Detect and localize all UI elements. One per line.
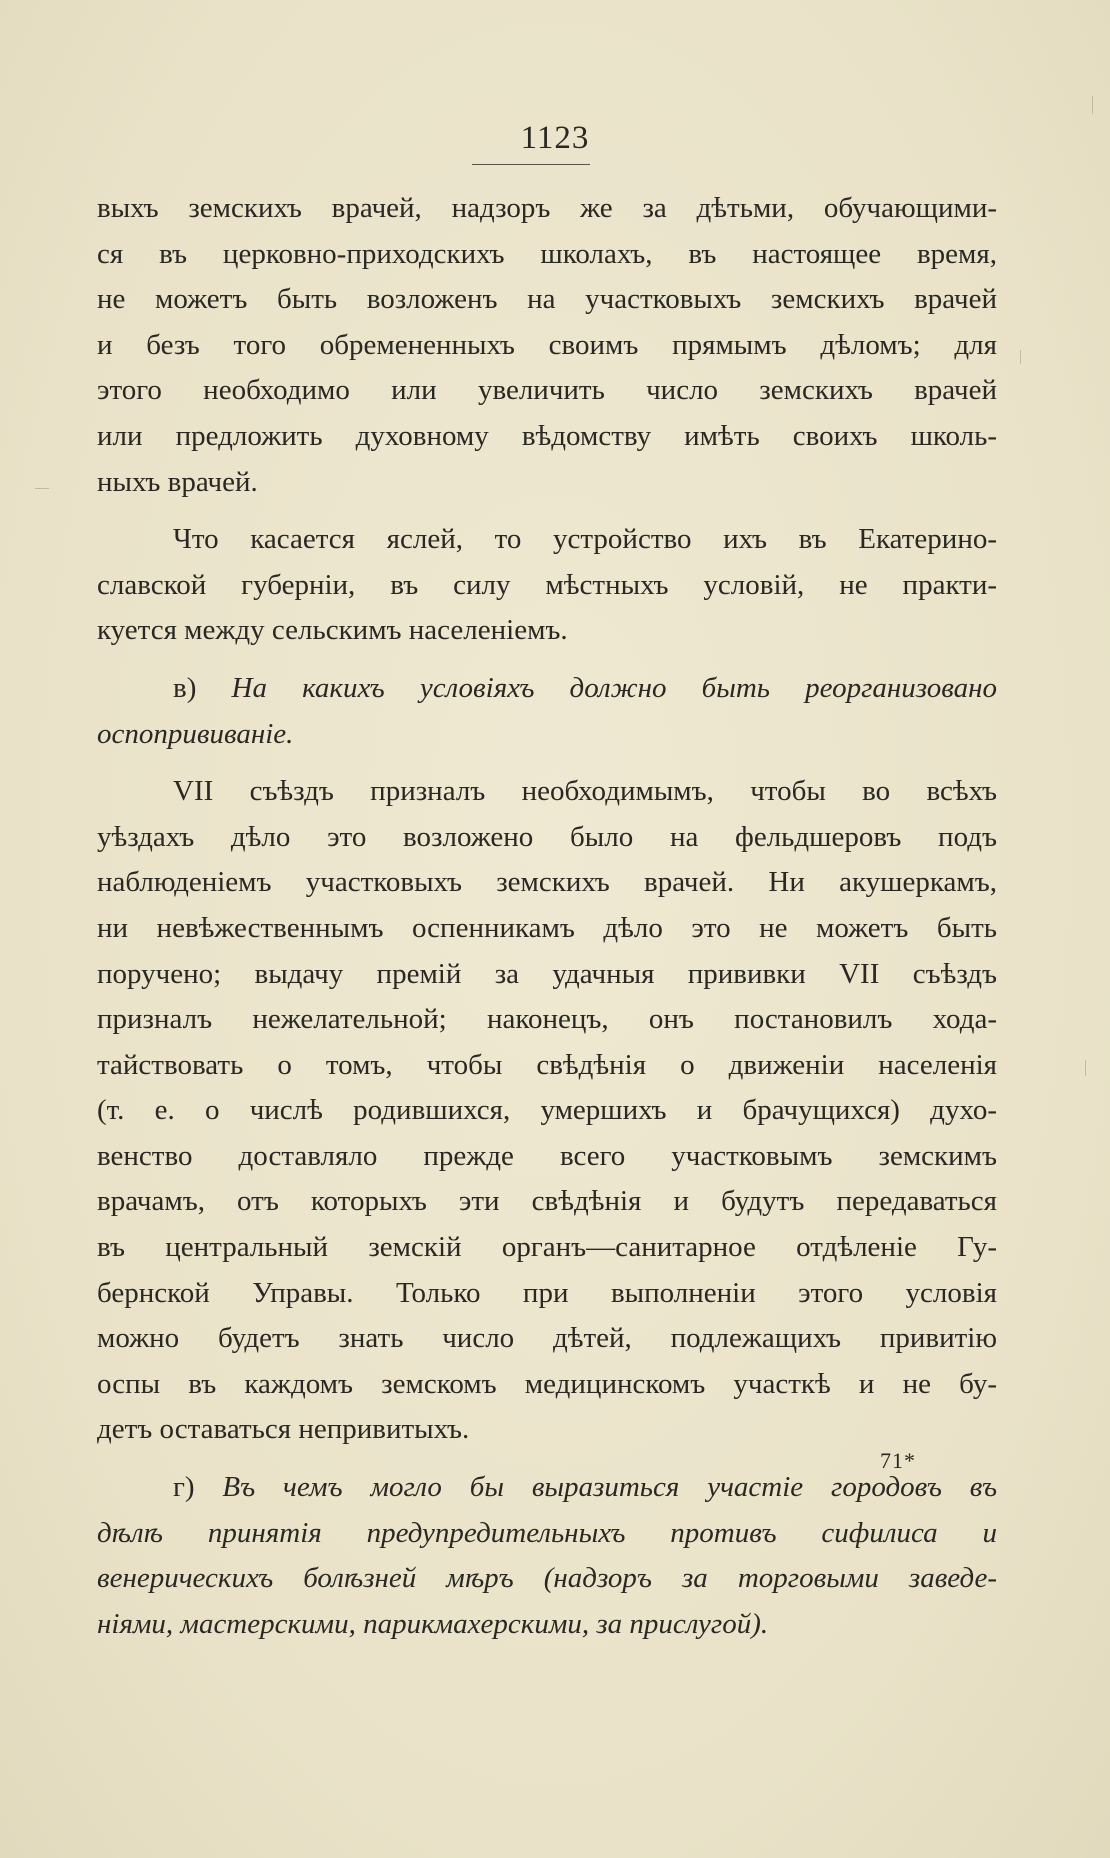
paper-speck	[35, 488, 49, 489]
list-marker: в)	[173, 671, 197, 704]
text-line: ніями, мастерскими, парикмахерскими, за прислугой).	[97, 1607, 769, 1640]
paper-speck	[1085, 1060, 1086, 1076]
text-line: ся въ церковно-приходскихъ школахъ, въ настоящее время,	[97, 237, 997, 270]
body-text	[97, 186, 997, 1647]
paragraph-gap	[97, 1453, 997, 1465]
heading-text: На какихъ условіяхъ должно быть реорганизовано	[231, 671, 997, 704]
text-line: детъ оставаться непривитыхъ.	[97, 1413, 470, 1446]
text-line: врачамъ, отъ которыхъ эти свѣдѣнія и будутъ передаваться	[97, 1185, 997, 1218]
text-line: дѣлѣ принятія предупредительныхъ противъ сифилиса и	[97, 1516, 997, 1549]
paragraph-gap	[97, 505, 997, 517]
list-marker: г)	[173, 1471, 195, 1504]
header-rule	[472, 164, 590, 165]
paragraph	[97, 769, 997, 1453]
paragraph-gap	[97, 757, 997, 769]
text-line: Что касается яслей, то устройство ихъ въ Екатерино-	[173, 523, 997, 556]
paragraph-gap	[97, 654, 997, 666]
text-line: оспопрививаніе.	[97, 717, 294, 750]
text-line: уѣздахъ дѣло это возложено было на фельдшеровъ подъ	[97, 820, 997, 853]
section-heading-g	[97, 1465, 997, 1647]
text-line: бернской Управы. Только при выполненіи этого условія	[97, 1276, 997, 1309]
text-line: не можетъ быть возложенъ на участковыхъ земскихъ врачей	[97, 283, 997, 316]
text-line: призналъ нежелательной; наконецъ, онъ постановилъ хода-	[97, 1003, 997, 1036]
text-line	[97, 1465, 997, 1511]
page-number: 1123	[520, 120, 590, 156]
text-line: въ центральный земскій органъ—санитарное отдѣленіе Гу-	[97, 1231, 997, 1264]
section-heading-v	[97, 666, 997, 757]
text-line: ныхъ врачей.	[97, 465, 258, 498]
printer-signature-mark: 71*	[880, 1448, 916, 1473]
paragraph	[97, 186, 997, 505]
text-line: ни невѣжественнымъ оспенникамъ дѣло это не можетъ быть	[97, 911, 997, 944]
text-line: VII съѣздъ призналъ необходимымъ, чтобы во всѣхъ	[173, 775, 997, 808]
paragraph	[97, 517, 997, 654]
text-line: можно будетъ знать число дѣтей, подлежащихъ привитію	[97, 1322, 997, 1355]
text-line: наблюденіемъ участковыхъ земскихъ врачей. Ни акушеркамъ,	[97, 866, 997, 899]
text-line: оспы въ каждомъ земскомъ медицинскомъ участкѣ и не бу-	[97, 1367, 997, 1400]
paper-speck	[1092, 96, 1093, 114]
text-line: и безъ того обремененныхъ своимъ прямымъ дѣломъ; для	[97, 328, 997, 361]
text-line: венерическихъ болѣзней мѣръ (надзоръ за торговыми заведе-	[97, 1562, 997, 1595]
text-line: куется между сельскимъ населеніемъ.	[97, 614, 568, 647]
text-line: славской губерніи, въ силу мѣстныхъ условій, не практи-	[97, 568, 997, 601]
text-line: поручено; выдачу премій за удачныя прививки VII съѣздъ	[97, 957, 997, 990]
text-line: или предложить духовному вѣдомству имѣть своихъ школь-	[97, 419, 997, 452]
heading-text: Въ чемъ могло бы выразиться участіе городовъ въ	[222, 1471, 997, 1504]
text-line: выхъ земскихъ врачей, надзоръ же за дѣтьми, обучающими-	[97, 192, 997, 224]
text-line: этого необходимо или увеличить число земскихъ врачей	[97, 374, 997, 407]
text-line	[97, 666, 997, 712]
text-line: венство доставляло прежде всего участковымъ земскимъ	[97, 1139, 997, 1172]
text-line: тайствовать о томъ, чтобы свѣдѣнія о движеніи населенія	[97, 1048, 997, 1081]
paper-speck	[1020, 350, 1021, 364]
text-line: (т. е. о числѣ родившихся, умершихъ и брачущихся) духо-	[97, 1094, 997, 1127]
